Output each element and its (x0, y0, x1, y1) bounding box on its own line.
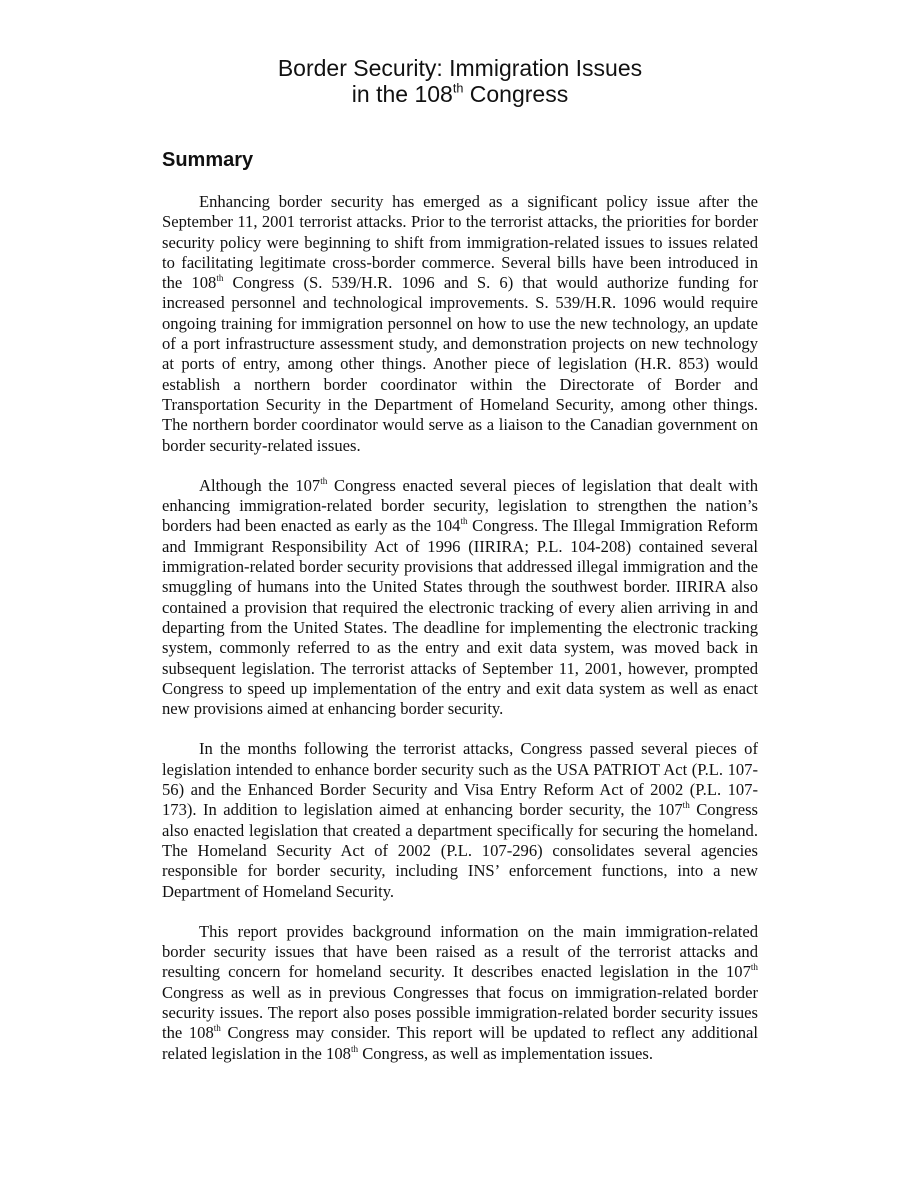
ordinal-superscript: th (460, 516, 468, 527)
title-line-1: Border Security: Immigration Issues (277, 55, 643, 81)
paragraph-text: Congress also enacted legislation that created a department specifically for securing the homeland. The Homeland Security Act of 2002 (P.L. 107-296) consolidates several agencies responsible for border security, including INS’ enforcement functions, into a new Department of Homeland Security. (162, 800, 758, 901)
ordinal-superscript: th (216, 273, 224, 284)
ordinal-superscript: th (320, 476, 328, 487)
paragraph (162, 192, 758, 456)
paragraph-text: In the months following the terrorist attacks, Congress passed several pieces of legislation intended to enhance border security such as the USA PATRIOT Act (P.L. 107-56) and the Enhanced Border Security and Visa Entry Reform Act of 2002 (P.L. 107-173). In addition to legislation aimed at enhancing border security, the 107 (162, 739, 758, 820)
paragraph-text: This report provides background information on the main immigration-related border security issues that have been raised as a result of the terrorist attacks and resulting concern for homeland security. It describes enacted legislation in the 107 (162, 921, 758, 982)
paragraph-text: Congress enacted several pieces of legislation that dealt with enhancing immigration-related border security, legislation to strengthen the nation’s borders had been enacted as early as the 104 (162, 475, 758, 536)
ordinal-superscript: th (350, 1043, 359, 1054)
document-page (162, 55, 758, 1084)
ordinal-superscript: th (213, 1023, 221, 1034)
paragraph-text: Congress as well as in previous Congresses that focus on immigration-related border security issues. The report also poses possible immigration-related border security issues the 108 (162, 982, 758, 1043)
paragraph-text: Congress. The Illegal Immigration Reform and Immigrant Responsibility Act of 1996 (IIRIRA; P.L. 104-208) contained several immigration-related border security provisions that addressed illegal immigration and the smuggling of humans into the United States through the southwest border. IIRIRA also contained a provision that required the electronic tracking of every alien arriving in and departing from the United States. The deadline for implementing the electronic tracking system, commonly referred to as the entry and exit data system, was moved back in subsequent legislation. The terrorist attacks of September 11, 2001, however, prompted Congress to speed up implementation of the entry and exit data system as well as enact new provisions aimed at enhancing border security. (162, 516, 758, 719)
paragraph (162, 476, 758, 720)
document-title (162, 55, 758, 107)
paragraph-text: Congress, as well as implementation issues. (358, 1043, 654, 1063)
paragraph-text: Although the 107 (199, 475, 321, 495)
paragraph (162, 739, 758, 901)
section-heading-summary: Summary (162, 149, 254, 171)
paragraph (162, 922, 758, 1064)
ordinal-superscript: th (682, 800, 690, 811)
title-line-2: in the 108th Congress (351, 81, 569, 107)
ordinal-superscript: th (750, 962, 758, 973)
summary-body (162, 192, 758, 1064)
paragraph-text: Congress may consider. This report will be updated to reflect any additional related legislation in the 108 (162, 1023, 759, 1063)
paragraph-text: Enhancing border security has emerged as a significant policy issue after the September 11, 2001 terrorist attacks. Prior to the terrorist attacks, the priorities for border security policy were beginning to shift from immigration-related issues to issues related to facilitating legitimate cross-border commerce. Several bills have been introduced in the 108 (162, 192, 758, 293)
paragraph-text: Congress (S. 539/H.R. 1096 and S. 6) that would authorize funding for increased personnel and technological improvements. S. 539/H.R. 1096 would require ongoing training for immigration personnel on how to use the new technology, an update of a port infrastructure assessment study, and demonstration projects on new technology at ports of entry, among other things. Another piece of legislation (H.R. 853) would establish a northern border coordinator within the Directorate of Border and Transportation Security in the Department of Homeland Security, among other things. The northern border coordinator would serve as a liaison to the Canadian government on border security-related issues. (162, 273, 759, 455)
